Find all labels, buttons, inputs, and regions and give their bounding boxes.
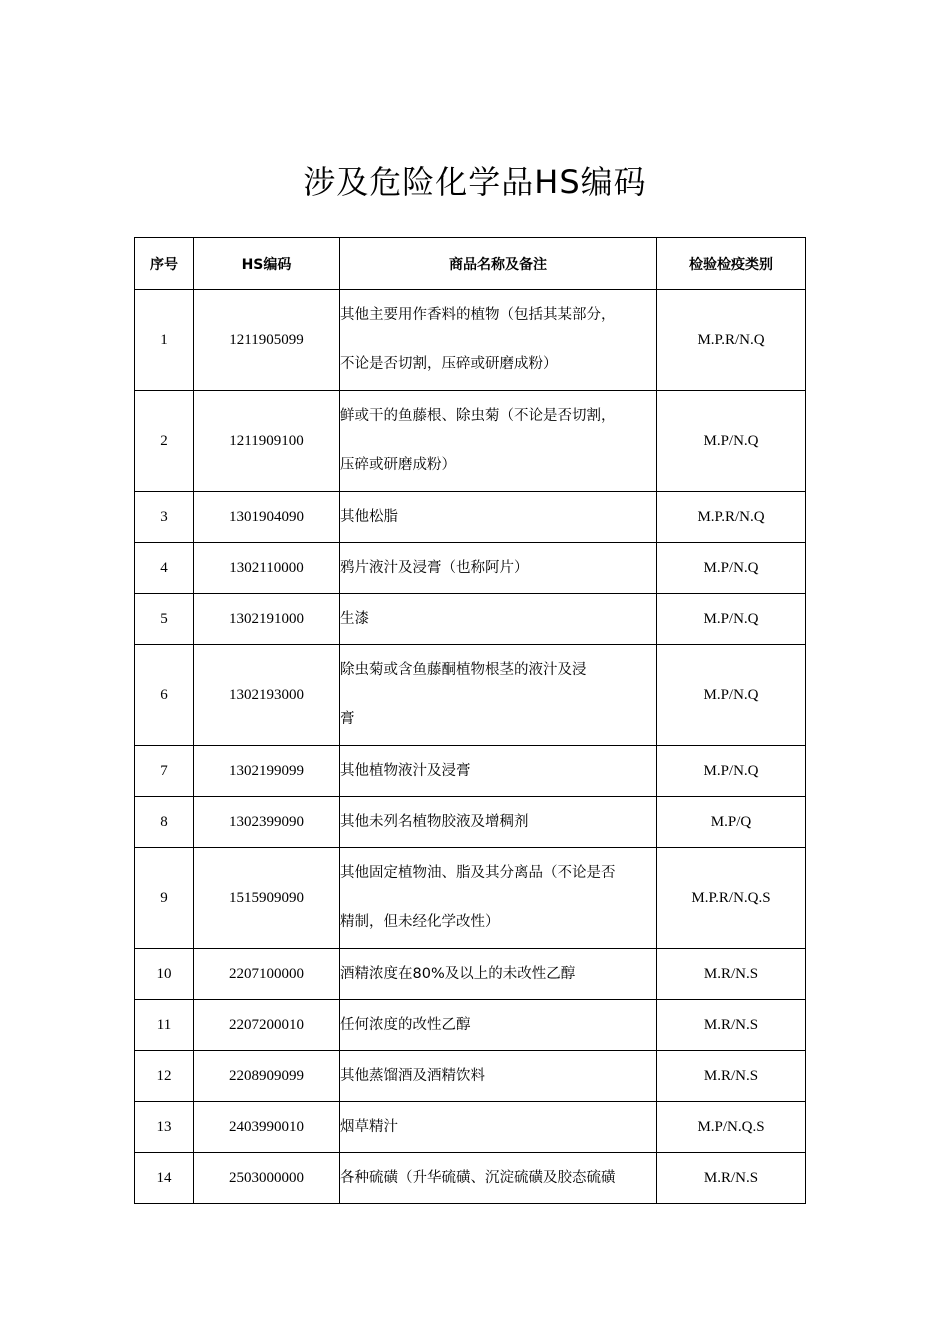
table-header-row (135, 238, 806, 290)
product-name-line: 除虫菊或含鱼藤酮植物根茎的液汁及浸 (340, 662, 587, 678)
cell-hs-code: 1302193000 (194, 645, 340, 746)
cell-hs-code: 2403990010 (194, 1102, 340, 1153)
cell-product-name (340, 949, 657, 1000)
cell-product-name (340, 391, 657, 492)
product-name-line: 鸦片液汁及浸膏（也称阿片） (340, 559, 529, 576)
product-name-line: 其他未列名植物胶液及增稠剂 (340, 813, 529, 830)
cell-hs-code: 1302199099 (194, 746, 340, 797)
table-row (135, 746, 806, 797)
table-row (135, 949, 806, 1000)
table-row (135, 594, 806, 645)
cell-hs-code: 1302110000 (194, 543, 340, 594)
product-name-line: 其他植物液汁及浸膏 (340, 762, 471, 779)
cell-inspection-category: M.R/N.S (657, 1000, 806, 1051)
cell-inspection-category: M.P/N.Q (657, 746, 806, 797)
cell-product-name (340, 746, 657, 797)
cell-hs-code: 1301904090 (194, 492, 340, 543)
table-row (135, 1000, 806, 1051)
product-name-line: 其他固定植物油、脂及其分离品（不论是否 (340, 865, 616, 881)
cell-serial-number: 7 (135, 746, 194, 797)
product-name-line: 生漆 (340, 610, 369, 627)
page-title: 涉及危险化学品HS编码 (303, 163, 647, 201)
product-name-line: 不论是否切割，压碎或研磨成粉） (340, 356, 558, 372)
cell-product-name (340, 543, 657, 594)
cell-product-name (340, 594, 657, 645)
cell-hs-code: 2208909099 (194, 1051, 340, 1102)
header-product-name: 商品名称及备注 (340, 238, 657, 290)
cell-inspection-category: M.R/N.S (657, 1153, 806, 1204)
product-name-line: 任何浓度的改性乙醇 (340, 1016, 471, 1033)
cell-serial-number: 6 (135, 645, 194, 746)
cell-serial-number: 2 (135, 391, 194, 492)
cell-product-name (340, 848, 657, 949)
cell-inspection-category: M.P/N.Q.S (657, 1102, 806, 1153)
cell-serial-number: 3 (135, 492, 194, 543)
product-name-line: 烟草精汁 (340, 1118, 398, 1135)
cell-inspection-category: M.R/N.S (657, 949, 806, 1000)
product-name-line: 压碎或研磨成粉） (340, 457, 456, 473)
cell-inspection-category: M.P.R/N.Q (657, 290, 806, 391)
cell-serial-number: 13 (135, 1102, 194, 1153)
cell-serial-number: 4 (135, 543, 194, 594)
product-name-line: 其他松脂 (340, 508, 398, 525)
header-serial-number: 序号 (135, 238, 194, 290)
cell-hs-code: 1515909090 (194, 848, 340, 949)
cell-product-name (340, 1153, 657, 1204)
table-row (135, 645, 806, 746)
table-row (135, 1051, 806, 1102)
hs-code-table (134, 237, 806, 1204)
product-name-line: 各种硫磺（升华硫磺、沉淀硫磺及胶态硫磺 (340, 1169, 616, 1186)
cell-hs-code: 1302191000 (194, 594, 340, 645)
cell-inspection-category: M.P/N.Q (657, 594, 806, 645)
cell-product-name (340, 797, 657, 848)
table-row (135, 1102, 806, 1153)
table-row (135, 1153, 806, 1204)
cell-inspection-category: M.P.R/N.Q.S (657, 848, 806, 949)
product-name-line: 鲜或干的鱼藤根、除虫菊（不论是否切割， (340, 408, 616, 424)
cell-inspection-category: M.P/N.Q (657, 645, 806, 746)
product-name-line: 酒精浓度在80%及以上的未改性乙醇 (340, 965, 576, 982)
cell-serial-number: 14 (135, 1153, 194, 1204)
cell-hs-code: 2207100000 (194, 949, 340, 1000)
cell-hs-code: 2207200010 (194, 1000, 340, 1051)
product-name-line: 膏 (340, 711, 355, 727)
cell-serial-number: 12 (135, 1051, 194, 1102)
cell-serial-number: 5 (135, 594, 194, 645)
cell-product-name (340, 1051, 657, 1102)
cell-serial-number: 9 (135, 848, 194, 949)
product-name-line: 其他蒸馏酒及酒精饮料 (340, 1067, 485, 1084)
cell-hs-code: 2503000000 (194, 1153, 340, 1204)
cell-serial-number: 1 (135, 290, 194, 391)
table-row (135, 391, 806, 492)
table-row (135, 492, 806, 543)
header-inspection-category: 检验检疫类别 (657, 238, 806, 290)
cell-inspection-category: M.P.R/N.Q (657, 492, 806, 543)
product-name-line: 精制，但未经化学改性） (340, 914, 500, 930)
cell-serial-number: 11 (135, 1000, 194, 1051)
cell-inspection-category: M.P/N.Q (657, 391, 806, 492)
cell-serial-number: 8 (135, 797, 194, 848)
table-row (135, 797, 806, 848)
table-row (135, 290, 806, 391)
cell-hs-code: 1211905099 (194, 290, 340, 391)
cell-serial-number: 10 (135, 949, 194, 1000)
cell-hs-code: 1211909100 (194, 391, 340, 492)
header-hs-code: HS编码 (194, 238, 340, 290)
cell-product-name (340, 290, 657, 391)
table-row (135, 848, 806, 949)
cell-product-name (340, 1102, 657, 1153)
cell-product-name (340, 645, 657, 746)
cell-product-name (340, 1000, 657, 1051)
cell-hs-code: 1302399090 (194, 797, 340, 848)
cell-inspection-category: M.P/N.Q (657, 543, 806, 594)
product-name-line: 其他主要用作香料的植物（包括其某部分， (340, 307, 616, 323)
cell-inspection-category: M.R/N.S (657, 1051, 806, 1102)
cell-product-name (340, 492, 657, 543)
cell-inspection-category: M.P/Q (657, 797, 806, 848)
table-row (135, 543, 806, 594)
